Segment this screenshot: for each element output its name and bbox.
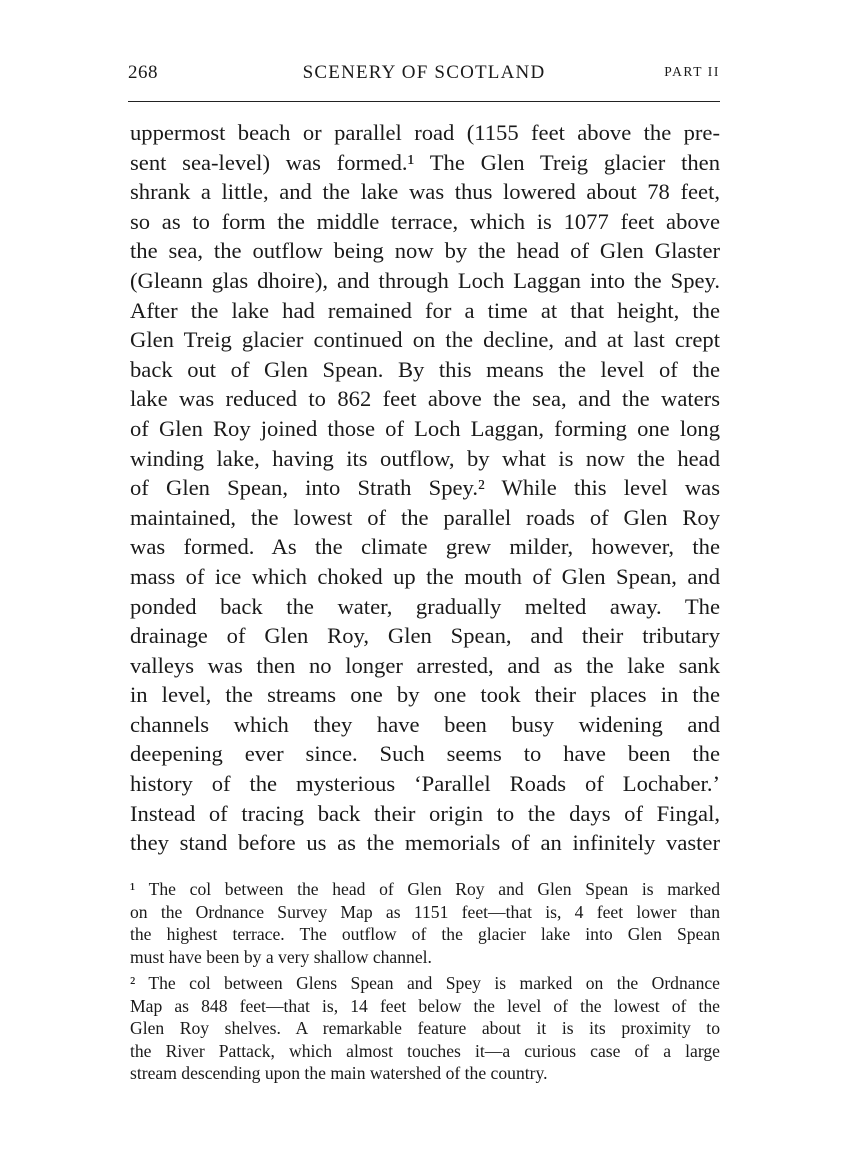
text-line: lake was reduced to 862 feet above the sea, and the waters <box>130 386 720 412</box>
text-line: was formed. As the climate grew milder, however, the <box>130 534 720 560</box>
footnotes <box>130 878 720 1085</box>
text-line: mass of ice which choked up the mouth of Glen Spean, and <box>130 563 720 589</box>
text-line: must have been by a very shallow channel. <box>130 946 432 967</box>
text-line: (Gleann glas dhoire), and through Loch Laggan into the Spey. <box>130 267 720 293</box>
text-line: Glen Treig glacier continued on the decline, and at last crept <box>130 327 720 353</box>
header-rule <box>128 101 720 102</box>
text-line: the River Pattack, which almost touches it—a curious case of a large <box>130 1040 720 1061</box>
text-line: drainage of Glen Roy, Glen Spean, and their tributary <box>130 623 720 649</box>
text-line: uppermost beach or parallel road (1155 feet above the pre- <box>130 120 720 145</box>
text-line: valleys was then no longer arrested, and as the lake sank <box>130 652 720 678</box>
text-line: ponded back the water, gradually melted away. The <box>130 593 720 619</box>
page-number: 268 <box>128 62 158 83</box>
text-line: Glen Roy shelves. A remarkable feature about it is its proximity to <box>130 1018 720 1038</box>
text-line: on the Ordnance Survey Map as 1151 feet—that is, 4 feet lower than <box>130 901 720 922</box>
text-line: shrank a little, and the lake was thus lowered about 78 feet, <box>130 179 720 205</box>
text-line: the sea, the outflow being now by the head of Glen Glaster <box>130 238 720 264</box>
text-line: of Glen Spean, into Strath Spey.² While this level was <box>130 475 720 501</box>
footnote-2 <box>130 972 720 1085</box>
text-line: in level, the streams one by one took their places in the <box>130 682 720 708</box>
body-text <box>130 118 720 858</box>
text-line: maintained, the lowest of the parallel roads of Glen Roy <box>130 504 720 530</box>
text-line: ¹ The col between the head of Glen Roy and Glen Spean is marked <box>130 879 720 899</box>
text-line: ² The col between Glens Spean and Spey is marked on the Ordnance <box>130 973 720 993</box>
text-line: deepening ever since. Such seems to have been the <box>130 741 720 767</box>
text-line: After the lake had remained for a time at that height, the <box>130 297 720 323</box>
running-title: SCENERY OF SCOTLAND <box>302 62 546 83</box>
text-line: Instead of tracing back their origin to the days of Fingal, <box>130 800 720 826</box>
text-line: of Glen Roy joined those of Loch Laggan, forming one long <box>130 415 720 441</box>
text-line: stream descending upon the main watershed of the country. <box>130 1063 548 1083</box>
running-header <box>128 62 720 92</box>
text-line: the highest terrace. The outflow of the glacier lake into Glen Spean <box>130 924 720 944</box>
text-line: sent sea-level) was formed.¹ The Glen Treig glacier then <box>130 149 720 175</box>
text-line: history of the mysterious ‘Parallel Roads of Lochaber.’ <box>130 771 720 797</box>
text-line: Map as 848 feet—that is, 14 feet below the level of the lowest of the <box>130 995 720 1016</box>
part-label: PART II <box>664 64 720 79</box>
text-line: back out of Glen Spean. By this means the level of the <box>130 356 720 382</box>
footnote-1 <box>130 878 720 968</box>
text-line: winding lake, having its outflow, by what is now the head <box>130 445 720 471</box>
text-line: they stand before us as the memorials of an infinitely vaster <box>130 830 720 856</box>
text-line: so as to form the middle terrace, which is 1077 feet above <box>130 208 720 234</box>
text-line: channels which they have been busy widening and <box>130 711 720 737</box>
